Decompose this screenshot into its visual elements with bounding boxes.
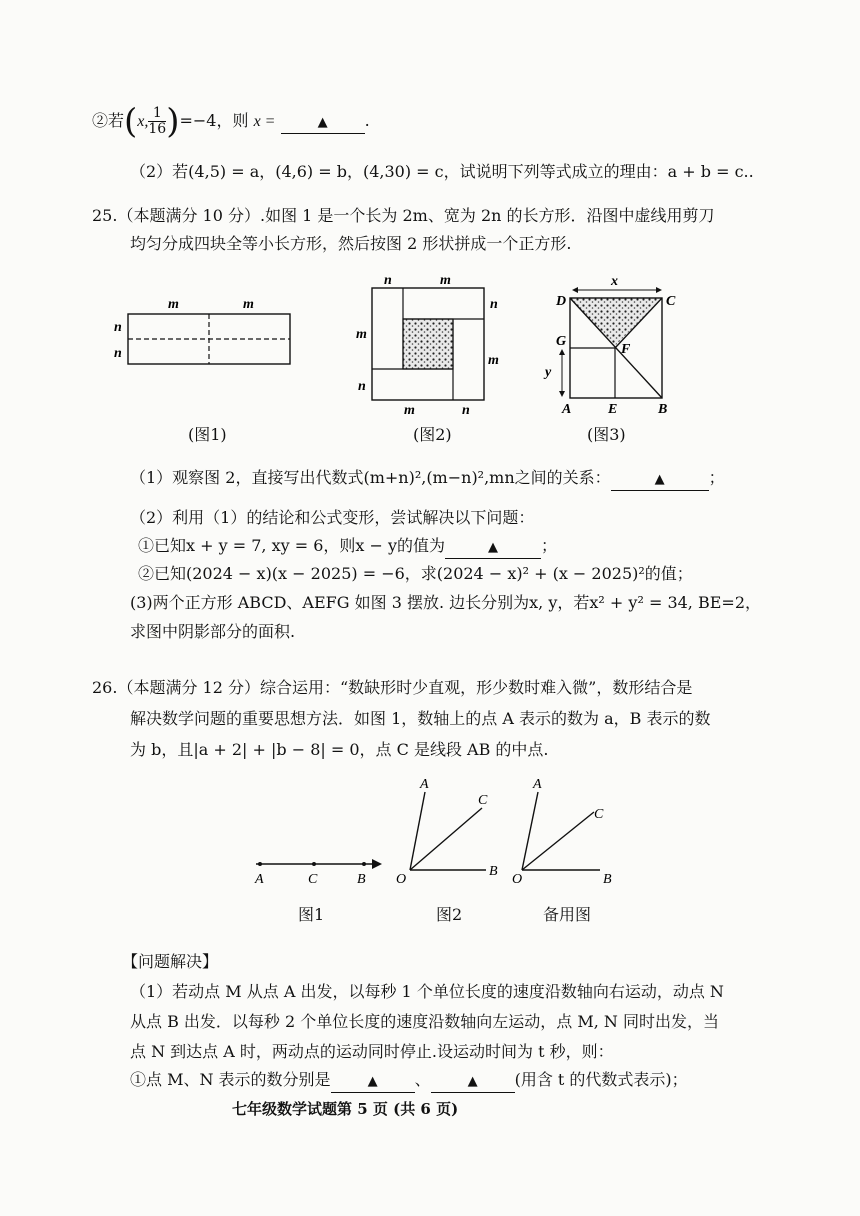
answer-blank[interactable]: ▲	[331, 1070, 415, 1093]
fig2-label-m-top: m	[440, 273, 451, 288]
fig1-label-m2: m	[243, 297, 254, 312]
fig2-label-n-top: n	[384, 273, 392, 288]
answer-blank[interactable]: ▲	[281, 111, 365, 134]
q26-p1a: （1）若动点 M 从点 A 出发，以每秒 1 个单位长度的速度沿数轴向右运动，动点 N	[130, 982, 724, 1001]
q24-sub2: ②若(x, $\frac{1}{16})=-4$，则 x = ▲ .	[92, 101, 370, 142]
answer-blank[interactable]: ▲	[445, 536, 541, 559]
fig3-label-C: C	[666, 294, 676, 309]
fig2-label-m-bottom: m	[404, 403, 415, 418]
fig2-label-n-right: n	[490, 297, 498, 312]
q26-line1: 26.（本题满分 12 分）综合运用：“数缺形时少直观，形少数时难入微”，数形结合是	[92, 678, 693, 697]
fig3-label-E: E	[608, 402, 618, 417]
q24-sub2-x: x,	[137, 113, 149, 130]
fig3-label-D: D	[556, 294, 567, 309]
q26-p1c: 点 N 到达点 A 时，两动点的运动同时停止.设运动时间为 t 秒，则：	[130, 1042, 614, 1061]
figure-backup-angles	[512, 777, 612, 887]
figure-2-angles	[396, 777, 498, 887]
q26-backup-caption: 备用图	[543, 905, 592, 924]
fig2-caption: (图2)	[413, 425, 452, 444]
figure-2-square	[356, 273, 499, 418]
fig2-label-n-bottom: n	[462, 403, 470, 418]
fig2-label-m-right: m	[488, 353, 499, 368]
backup-point-B: B	[603, 872, 612, 887]
q24-part2: （2）若(4,5) = a，(4,6) = b，(4,30) = c，试说明下列等式成立的理由：a + b = c..	[130, 162, 754, 181]
fig1-caption: (图1)	[188, 425, 227, 444]
fig3-label-G: G	[556, 334, 567, 349]
fig3-caption: (图3)	[587, 425, 626, 444]
q24-sub2-prefix: ②若	[92, 111, 125, 130]
answer-blank[interactable]: ▲	[431, 1070, 515, 1093]
fig1-point-A: A	[255, 872, 264, 887]
answer-blank[interactable]: ▲	[611, 468, 709, 491]
q26-p1b: 从点 B 出发．以每秒 2 个单位长度的速度沿数轴向左运动，点 M, N 同时出发，当	[130, 1012, 720, 1031]
q25-p3a: (3)两个正方形 ABCD、AEFG 如图 3 摆放. 边长分别为x, y，若x² + y² = 34, BE=2，	[130, 593, 761, 612]
fig2-point-A: A	[420, 777, 429, 792]
figure-1-rectangle	[114, 297, 290, 364]
q24-sub2-rest: =−4，则	[179, 111, 249, 130]
fig1-label-m: m	[168, 297, 179, 312]
fig3-label-x: x	[611, 274, 618, 289]
fig2-label-n-left: n	[358, 379, 366, 394]
fig3-label-A: A	[562, 402, 572, 417]
q25-p3b: 求图中阴影部分的面积.	[130, 622, 296, 641]
q25-p1: （1）观察图 2，直接写出代数式(m+n)²,(m−n)²,mn之间的关系： ▲ ；	[130, 466, 725, 491]
backup-point-C: C	[594, 807, 604, 822]
q25-p2a: ①已知x + y = 7, xy = 6，则x − y的值为 ▲ ；	[138, 534, 557, 559]
fig2-label-m-left: m	[356, 327, 367, 342]
backup-point-A: A	[533, 777, 542, 792]
q24-sub2-var: x =	[253, 113, 276, 130]
fig3-label-y: y	[545, 365, 552, 380]
q25-line2: 均匀分成四块全等小长方形，然后按图 2 形状拼成一个正方形.	[130, 234, 572, 253]
q26-figures	[0, 770, 860, 900]
figure-1-number-line	[254, 859, 382, 887]
q26-fig1-caption: 图1	[298, 905, 325, 924]
q26-line3: 为 b，且|a + 2| + |b − 8| = 0，点 C 是线段 AB 的中点.	[130, 740, 549, 759]
q25-figures	[0, 268, 860, 428]
q26-p1d: ①点 M、N 表示的数分别是 ▲ 、 ▲ (用含 t 的代数式表示)；	[130, 1068, 688, 1093]
page-footer: 七年级数学试题第 5 页 (共 6 页)	[232, 1100, 459, 1118]
fig2-point-B: B	[489, 864, 498, 879]
q25-p2: （2）利用（1）的结论和公式变形，尝试解决以下问题：	[130, 508, 535, 527]
fig3-label-B: B	[658, 402, 668, 417]
fig2-point-O: O	[396, 872, 407, 887]
fig1-label-n: n	[114, 320, 122, 335]
fig1-point-B: B	[357, 872, 366, 887]
fig1-point-C: C	[308, 872, 318, 887]
q25-line1: 25.（本题满分 10 分）.如图 1 是一个长为 2m、宽为 2n 的长方形．沿图中虚线用剪刀	[92, 206, 715, 225]
fig2-point-C: C	[478, 793, 488, 808]
q26-line2: 解决数学问题的重要思想方法．如图 1，数轴上的点 A 表示的数为 a，B 表示的数	[130, 709, 711, 728]
backup-point-O: O	[512, 872, 523, 887]
q26-heading: 【问题解决】	[122, 952, 219, 971]
fig1-label-n2: n	[114, 346, 122, 361]
fig3-label-F: F	[621, 342, 631, 357]
q25-p2b: ②已知(2024 − x)(x − 2025) = −6，求(2024 − x)² + (x − 2025)²的值；	[138, 564, 693, 583]
figure-3-squares	[543, 274, 676, 417]
fraction-1-16: $\frac{1}{16}$	[148, 105, 167, 137]
q26-fig2-caption: 图2	[436, 905, 463, 924]
